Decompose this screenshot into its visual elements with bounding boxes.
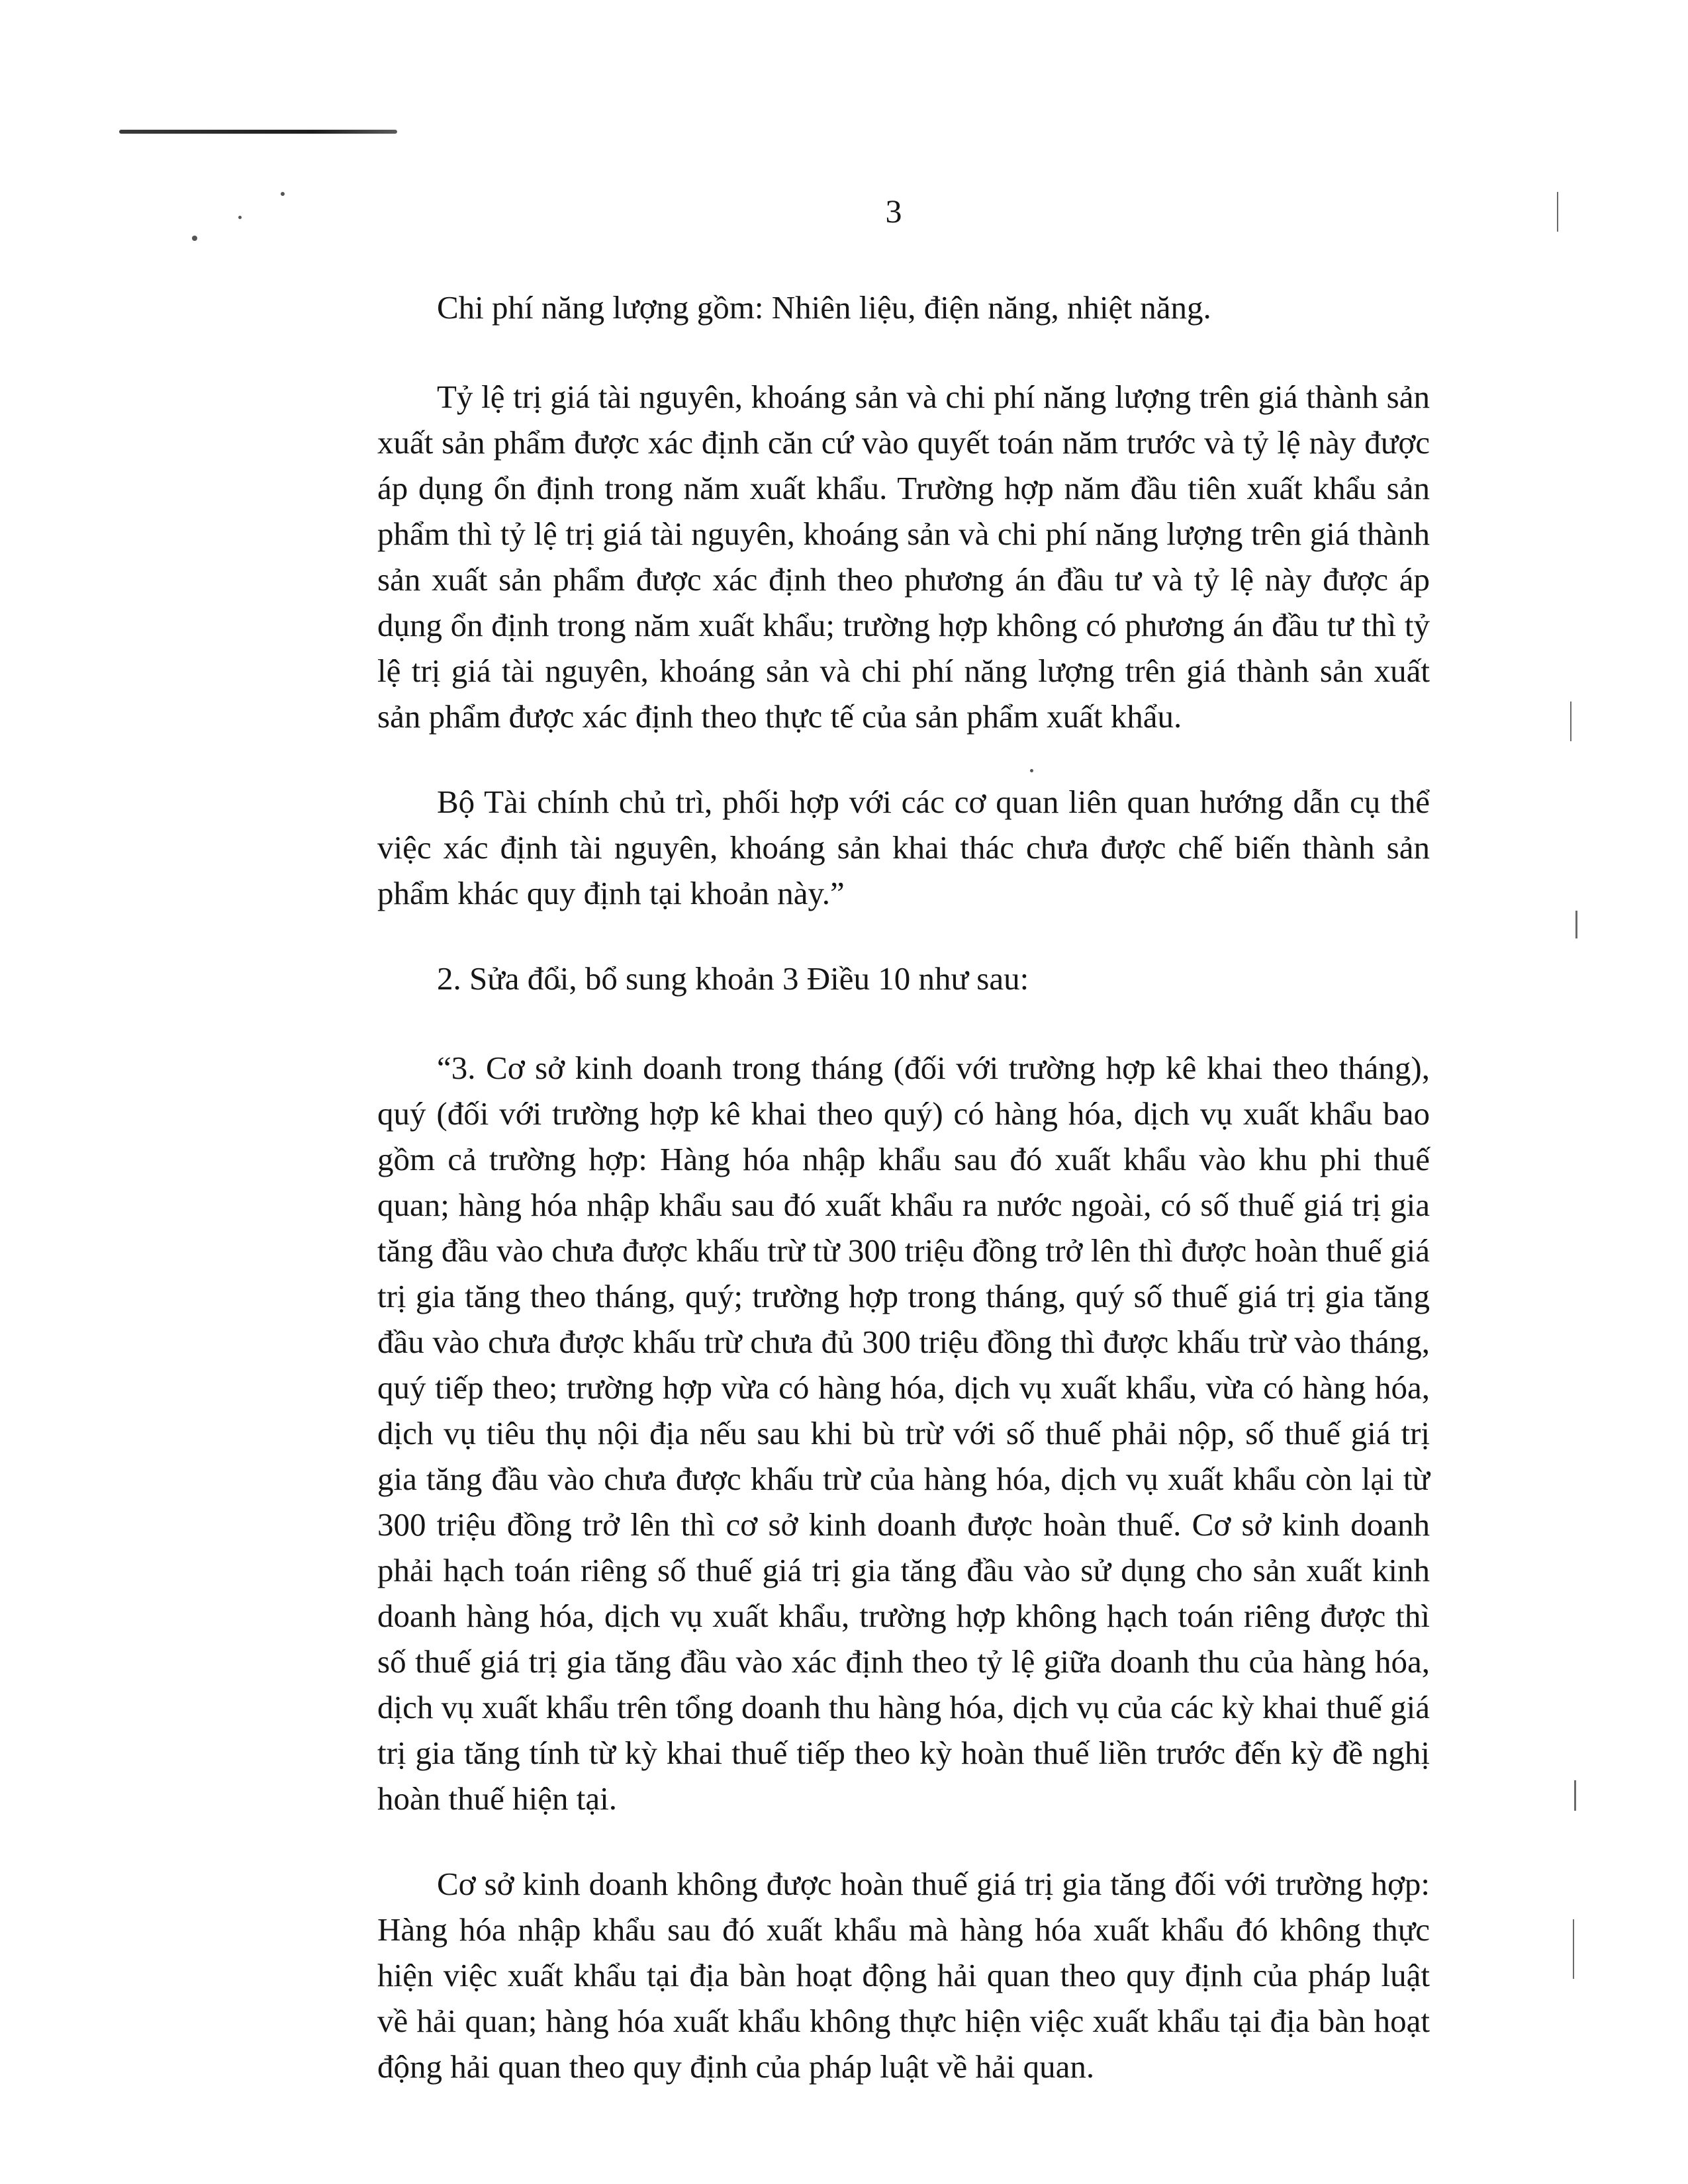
scan-edge-mark <box>1573 1919 1574 1979</box>
paragraph-energy-costs: Chi phí năng lượng gồm: Nhiên liệu, điện năng, nhiệt năng. <box>437 289 1211 326</box>
scan-edge-mark <box>1570 702 1571 741</box>
scan-speck <box>192 236 197 241</box>
scan-rule-line <box>119 130 397 134</box>
scan-edge-mark <box>1575 911 1577 938</box>
paragraph-ministry-guidance: Bộ Tài chính chủ trì, phối hợp với các cơ quan liên quan hướng dẫn cụ thể việc xác định tài nguyên, khoáng sản khai thác chưa được chế biến thành sản phẩm khác quy định tại khoản này.” <box>377 784 1430 911</box>
paragraph-resource-ratio: Tỷ lệ trị giá tài nguyên, khoáng sản và chi phí năng lượng trên giá thành sản xuất sản phẩm được xác định căn cứ vào quyết toán năm trước và tỷ lệ này được áp dụng ổn định trong năm xuất khẩu. Trường hợp năm đầu tiên xuất khẩu sản phẩm thì tỷ lệ trị giá tài nguyên, khoáng sản và chi phí năng lượng trên giá thành sản xuất sản phẩm được xác định theo phương án đầu tư và tỷ lệ này được áp dụng ổn định trong năm xuất khẩu; trường hợp không có phương án đầu tư thì tỷ lệ trị giá tài nguyên, khoáng sản và chi phí năng lượng trên giá thành sản xuất sản phẩm được xác định theo thực tế của sản phẩm xuất khẩu. <box>377 379 1430 735</box>
paragraph-clause-3: “3. Cơ sở kinh doanh trong tháng (đối với trường hợp kê khai theo tháng), quý (đối với trường hợp kê khai theo quý) có hàng hóa, dịch vụ xuất khẩu bao gồm cả trường hợp: Hàng hóa nhập khẩu sau đó xuất khẩu vào khu phi thuế quan; hàng hóa nhập khẩu sau đó xuất khẩu ra nước ngoài, có số thuế giá trị gia tăng đầu vào chưa được khấu trừ từ 300 triệu đồng trở lên thì được hoàn thuế giá trị gia tăng theo tháng, quý; trường hợp trong tháng, quý số thuế giá trị gia tăng đầu vào chưa được khấu trừ chưa đủ 300 triệu đồng thì được khấu trừ vào tháng, quý tiếp theo; trường hợp vừa có hàng hóa, dịch vụ xuất khẩu, vừa có hàng hóa, dịch vụ tiêu thụ nội địa nếu sau khi bù trừ với số thuế phải nộp, số thuế giá trị gia tăng đầu vào chưa được khấu trừ của hàng hóa, dịch vụ xuất khẩu còn lại từ 300 triệu đồng trở lên thì cơ sở kinh doanh được hoàn thuế. Cơ sở kinh doanh phải hạch toán riêng số thuế giá trị gia tăng đầu vào sử dụng cho sản xuất kinh doanh hàng hóa, dịch vụ xuất khẩu, trường hợp không hạch toán riêng được thì số thuế giá trị gia tăng đầu vào xác định theo tỷ lệ giữa doanh thu của hàng hóa, dịch vụ xuất khẩu trên tổng doanh thu hàng hóa, dịch vụ của các kỳ khai thuế giá trị gia tăng tính từ kỳ khai thuế tiếp theo kỳ hoàn thuế liền trước đến kỳ đề nghị hoàn thuế hiện tại. <box>377 1050 1430 1817</box>
paragraph-amendment-heading: 2. Sửa đổi, bổ sung khoản 3 Điều 10 như sau: <box>437 960 1029 997</box>
paragraph-no-refund-cases: Cơ sở kinh doanh không được hoàn thuế giá trị gia tăng đối với trường hợp: Hàng hóa nhập khẩu sau đó xuất khẩu mà hàng hóa xuất khẩu đó không thực hiện việc xuất khẩu tại địa bàn hoạt động hải quan theo quy định của pháp luật về hải quan; hàng hóa xuất khẩu không thực hiện việc xuất khẩu tại địa bàn hoạt động hải quan theo quy định của pháp luật về hải quan. <box>377 1866 1430 2085</box>
scan-edge-mark <box>1557 192 1558 232</box>
scan-edge-mark <box>1574 1780 1576 1811</box>
scan-speck <box>238 216 242 219</box>
page-number: 3 <box>885 193 902 230</box>
document-body <box>377 285 1430 2129</box>
scan-speck <box>281 192 285 196</box>
